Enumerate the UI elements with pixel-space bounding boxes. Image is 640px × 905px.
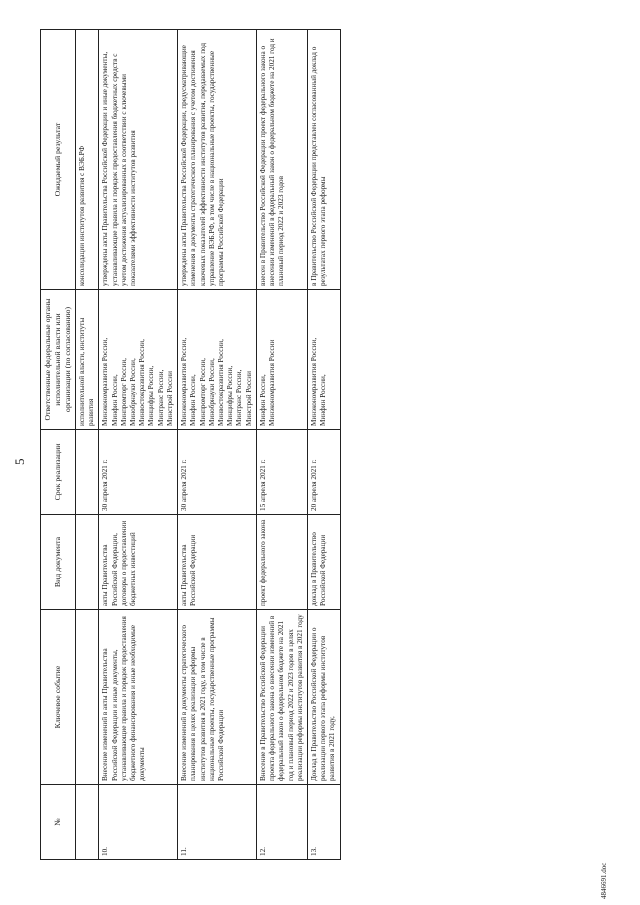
table-header-row (41, 30, 76, 860)
row-responsible: Минэкономразвития России, Минфин России, (307, 290, 340, 430)
row-event: Внесение в Правительство Российской Федерации проекта федерального закона о внесении изменений в федеральный закон о федеральном бюджете на 2021 год и плановый период 2022 и 2023 годов в целях реализации реформы институтов развития в 2021 году (256, 610, 307, 785)
header-result: Ожидаемый результат (41, 30, 76, 290)
continuation-responsible: исполнительной власти, институты развития (75, 290, 98, 430)
row-term: 15 апреля 2021 г. (256, 430, 307, 515)
row-event: Доклад в Правительство Российской Федерации о реализации первого этапа реформы институтов развития в 2021 году, (307, 610, 340, 785)
table-row (307, 30, 340, 860)
row-number: 12. (256, 785, 307, 860)
row-result: внесен в Правительство Российской Федерации проект федерального закона о внесении изменений в федеральный закон о федеральном бюджете на 2021 год и плановый период 2022 и 2023 годов (256, 30, 307, 290)
row-responsible: Минэкономразвития России, Минфин России, Минпромторг России, Минобрнауки России, Минвостокразвития России, Минцифры России, Минтранс России, Минстрой России (178, 290, 257, 430)
row-number: 11. (178, 785, 257, 860)
row-result: утверждены акты Правительства Российской Федерации и иные документы, устанавливающие правила и порядок предоставления бюджетных средств с учетом достижения актуализированных в соответствии с ключевыми показателями эффективности институтов развития (99, 30, 178, 290)
row-doc-type: проект федерального закона (256, 515, 307, 610)
row-doc-type: доклад в Правительство Российской Федерации (307, 515, 340, 610)
row-responsible: Минэкономразвития России, Минфин России, Минпромторг России, Минобрнауки России, Минвостокразвития России, Минцифры России, Минтранс России, Минстрой России (99, 290, 178, 430)
row-result: утверждены акты Правительства Российской Федерации, предусматривающие изменения в документы стратегического планирования с учетом достижения ключевых показателей эффективности институтов развития, передаваемых под управление ВЭБ.РФ, в том числе в национальные проекты, государственные программы Российской Федерации (178, 30, 257, 290)
continuation-result: консолидации институтов развития с ВЭБ.РФ (75, 30, 98, 290)
header-doc: Вид документа (41, 515, 76, 610)
plan-table (40, 29, 341, 860)
file-name-footer: 4846691.doc (600, 862, 608, 899)
page-number: 5 (12, 458, 27, 465)
header-num: № (41, 785, 76, 860)
row-term: 20 апреля 2021 г. (307, 430, 340, 515)
table-row (99, 30, 178, 860)
row-doc-type: акты Правительства Российской Федерации (178, 515, 257, 610)
header-event: Ключевое событие (41, 610, 76, 785)
row-number: 13. (307, 785, 340, 860)
table-row (178, 30, 257, 860)
header-term: Срок реализации (41, 430, 76, 515)
row-result: в Правительство Российской Федерации представлен согласованный доклад о результатах первого этапа реформы (307, 30, 340, 290)
row-term: 30 апреля 2021 г. (178, 430, 257, 515)
row-term: 30 апреля 2021 г. (99, 430, 178, 515)
table-row-continuation (75, 30, 98, 860)
row-responsible: Минфин России, Минэкономразвития России (256, 290, 307, 430)
table-row (256, 30, 307, 860)
row-doc-type: акты Правительства Российской Федерации, договоры о предоставлении бюджетных инвестиций (99, 515, 178, 610)
row-event: Внесение изменений в документы стратегического планирования в целях реализации реформы институтов развития в 2021 году, в том числе в национальные проекты, государственные программы Российской Федерации (178, 610, 257, 785)
row-event: Внесение изменений в акты Правительства Российской Федерации и иные документы, устанавливающие правила и порядок предоставления бюджетного финансирования и иные необходимые документы (99, 610, 178, 785)
header-responsible: Ответственные федеральные органы исполнительной власти или организации (по согласованию) (41, 290, 76, 430)
row-number: 10. (99, 785, 178, 860)
